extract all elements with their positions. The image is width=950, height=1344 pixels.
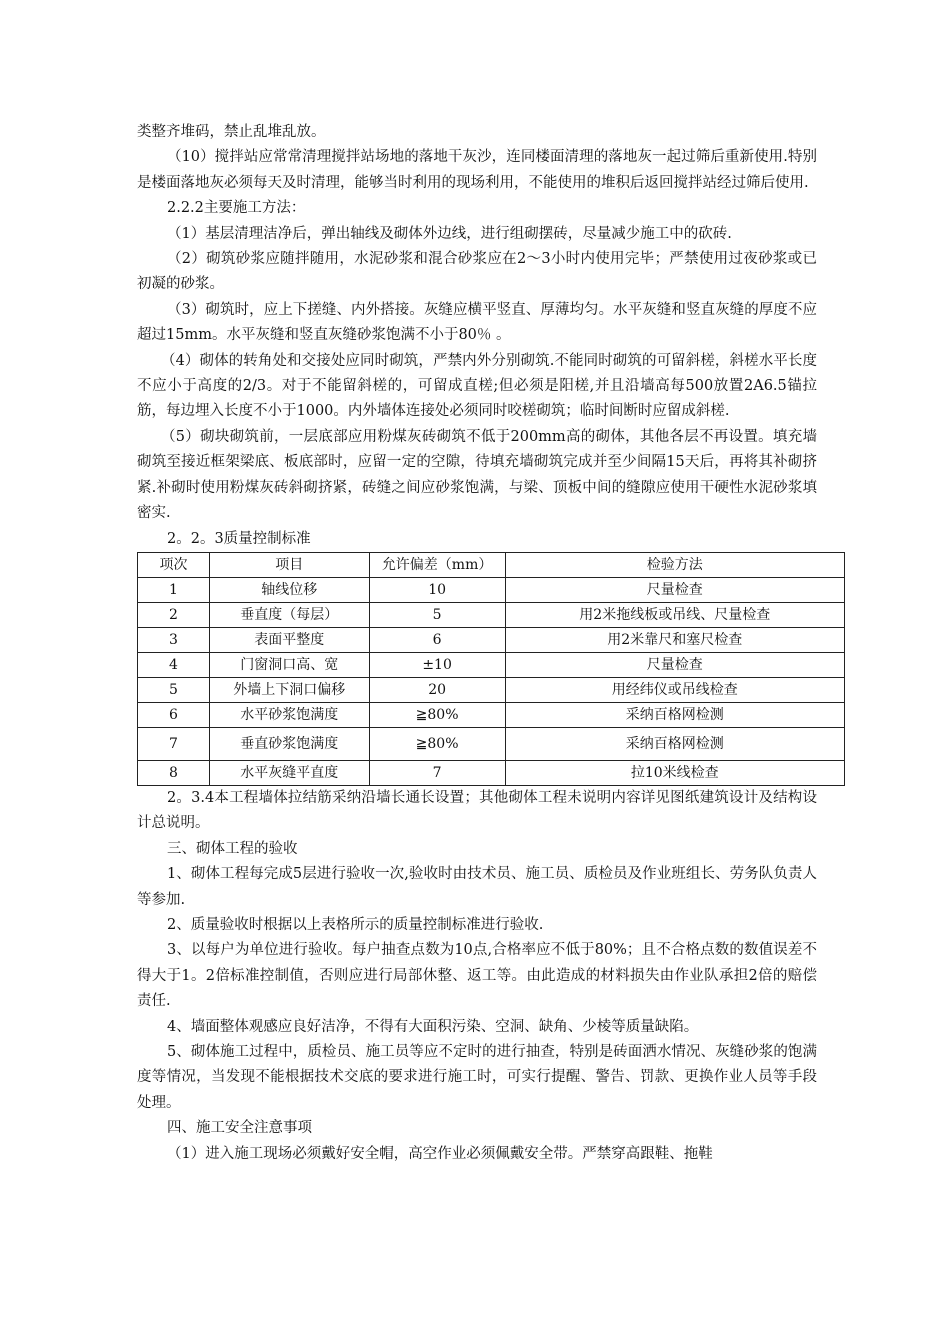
cell-tolerance: ±10 [369,652,505,677]
paragraph: （2）砌筑砂浆应随拌随用，水泥砂浆和混合砂浆应在2～3小时内使用完毕；严禁使用过夜砂浆或已初凝的砂浆。 [137,251,817,293]
cell-item-no: 4 [138,652,210,677]
table-row [138,627,845,652]
cell-method: 用2米靠尺和塞尺检查 [505,627,844,652]
cell-tolerance: ≧80% [369,727,505,760]
section-heading: 2.2.2主要施工方法： [167,200,306,217]
cell-item: 门窗洞口高、宽 [209,652,369,677]
cell-method: 尺量检查 [505,577,844,602]
quality-control-table [137,552,845,786]
cell-method: 用2米拖线板或吊线、尺量检查 [505,602,844,627]
table-row [138,652,845,677]
cell-item: 水平砂浆饱满度 [209,702,369,727]
section-heading: 三、砌体工程的验收 [167,840,298,857]
paragraph: （10）搅拌站应常常清理搅拌站场地的落地干灰沙，连同楼面清理的落地灰一起过筛后重新使用.特别是楼面落地灰必须每天及时清理，能够当时利用的现场利用，不能使用的堆积后返回搅拌站经过筛后使用. [137,149,817,191]
cell-method: 用经纬仪或吊线检查 [505,677,844,702]
header-tolerance: 允许偏差（mm） [369,552,505,577]
paragraph: （4）砌体的转角处和交接处应同时砌筑，严禁内外分别砌筑.不能同时砌筑的可留斜槎，斜槎水平长度不应小于高度的2/3。对于不能留斜槎的，可留成直槎;但必须是阳槎,并且沿墙高每500放置2A6.5锚拉筋，每边埋入长度不小于1000。内外墙体连接处必须同时咬槎砌筑；临时间断时应留成斜槎. [137,352,817,420]
cell-item: 外墙上下洞口偏移 [209,677,369,702]
cell-item: 水平灰缝平直度 [209,760,369,785]
cell-tolerance: 6 [369,627,505,652]
table-row [138,702,845,727]
paragraph: （3）砌筑时，应上下搓缝、内外搭接。灰缝应横平竖直、厚薄均匀。水平灰缝和竖直灰缝的厚度不应超过15mm。水平灰缝和竖直灰缝砂浆饱满不小于80％ 。 [137,301,817,344]
cell-method: 拉10米线检查 [505,760,844,785]
paragraph: 2。3.4本工程墙体拉结筋采纳沿墙长通长设置；其他砌体工程未说明内容详见图纸建筑设计及结构设计总说明。 [137,789,817,832]
section-heading: 2。2。3质量控制标准 [167,530,311,547]
cell-method: 采纳百格网检测 [505,702,844,727]
cell-tolerance: 10 [369,577,505,602]
cell-tolerance: 7 [369,760,505,785]
cell-item: 垂直砂浆饱满度 [209,727,369,760]
cell-item-no: 5 [138,677,210,702]
table-row [138,577,845,602]
paragraph: 2、质量验收时根据以上表格所示的质量控制标准进行验收. [167,916,544,933]
paragraph: 3、以每户为单位进行验收。每户抽查点数为10点,合格率应不低于80%；且不合格点数的数值误差不得大于1。2倍标准控制值，否则应进行局部休整、返工等。由此造成的材料损失由作业队承担2倍的赔偿责任. [137,942,817,1010]
cell-item-no: 3 [138,627,210,652]
cell-item: 垂直度（每层） [209,602,369,627]
cell-item-no: 8 [138,760,210,785]
cell-item-no: 1 [138,577,210,602]
paragraph: 1、砌体工程每完成5层进行验收一次,验收时由技术员、施工员、质检员及作业班组长、劳务队负责人等参加. [137,866,817,908]
cell-item-no: 7 [138,727,210,760]
table-row [138,727,845,760]
paragraph: （5）砌块砌筑前，一层底部应用粉煤灰砖砌筑不低于200mm高的砌体，其他各层不再设置。填充墙砌筑至接近框架梁底、板底部时，应留一定的空隙，待填充墙砌筑完成并至少间隔15天后，再将其补砌挤紧.补砌时使用粉煤灰砖斜砌挤紧，砖缝之间应砂浆饱满，与梁、顶板中间的缝隙应使用干硬性水泥砂浆填密实. [137,428,817,522]
cell-tolerance: 20 [369,677,505,702]
header-method: 检验方法 [505,552,844,577]
paragraph: 5、砌体施工过程中，质检员、施工员等应不定时的进行抽查，特别是砖面洒水情况、灰缝砂浆的饱满度等情况，当发现不能根据技术交底的要求进行施工时，可实行提醒、警告、罚款、更换作业人员等手段处理。 [137,1043,817,1111]
cell-item-no: 6 [138,702,210,727]
cell-item-no: 2 [138,602,210,627]
cell-tolerance: 5 [369,602,505,627]
header-item: 项目 [209,552,369,577]
paragraphs-before [137,120,817,552]
cell-method: 尺量检查 [505,652,844,677]
paragraph: （1）进入施工现场必须戴好安全帽，高空作业必须佩戴安全带。严禁穿高跟鞋、拖鞋 [167,1145,713,1162]
cell-tolerance: ≧80% [369,702,505,727]
paragraphs-after [137,786,817,1167]
table-row [138,677,845,702]
table-row [138,760,845,785]
paragraph: （1）基层清理洁净后，弹出轴线及砌体外边线，进行组砌摆砖，尽量减少施工中的砍砖. [167,225,732,242]
paragraph: 类整齐堆码，禁止乱堆乱放。 [137,124,326,140]
document-body [137,120,817,1167]
paragraph: 4、墙面整体观感应良好洁净，不得有大面积污染、空洞、缺角、少棱等质量缺陷。 [167,1018,699,1035]
cell-item: 表面平整度 [209,627,369,652]
section-heading: 四、施工安全注意事项 [167,1120,312,1137]
cell-item: 轴线位移 [209,577,369,602]
table-row [138,602,845,627]
cell-method: 采纳百格网检测 [505,727,844,760]
table-header-row [138,552,845,577]
header-item-no: 项次 [138,552,210,577]
